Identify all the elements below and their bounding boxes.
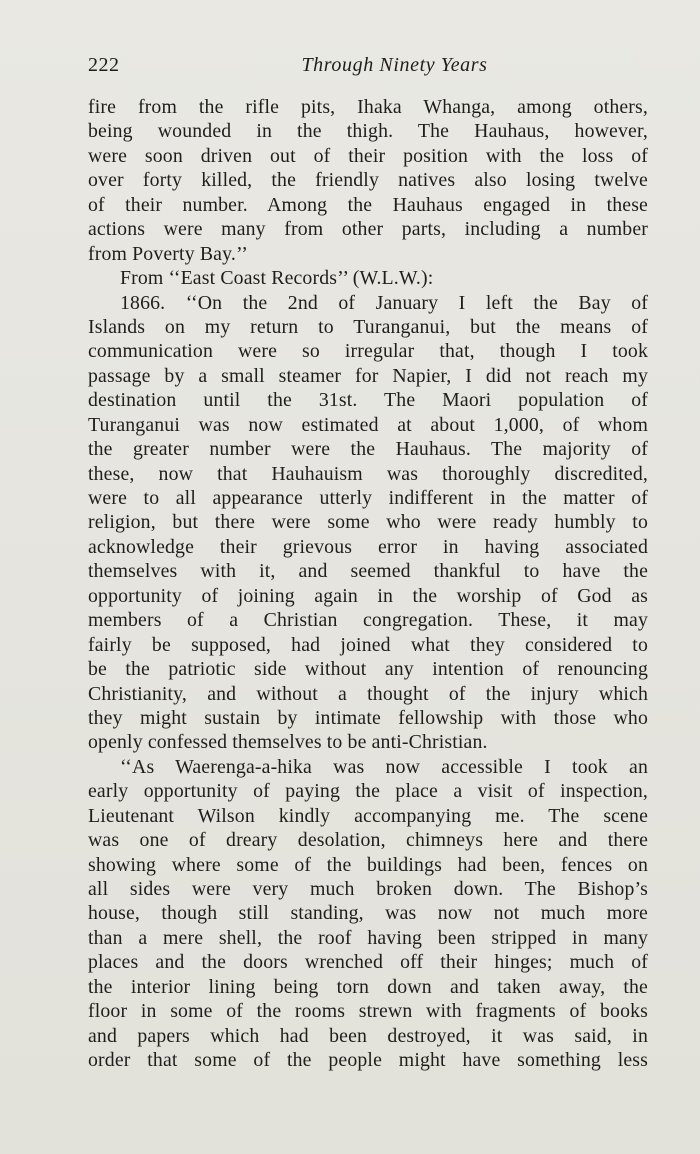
text-line: places and the doors wrenched off their hinges; much of: [88, 951, 648, 974]
text-line: themselves with it, and seemed thankful to have the: [88, 560, 648, 583]
text-line: Islands on my return to Turanganui, but the means of: [88, 315, 648, 338]
text-line: of their number. Among the Hauhaus engaged in these: [88, 193, 648, 216]
text-line: the greater number were the Hauhaus. The majority of: [88, 438, 648, 461]
text-line: 1866. ‘‘On the 2nd of January I left the Bay of: [120, 291, 648, 314]
text-line: and papers which had been destroyed, it was said, in: [88, 1024, 648, 1047]
text-line: From ‘‘East Coast Records’’ (W.L.W.):: [120, 267, 434, 290]
text-line: members of a Christian congregation. These, it may: [88, 609, 648, 632]
text-line: be the patriotic side without any intention of renouncing: [88, 658, 648, 681]
text-line: floor in some of the rooms strewn with fragments of books: [88, 1000, 648, 1023]
body-text: [88, 95, 648, 1073]
page-header: [88, 54, 655, 82]
text-line: they might sustain by intimate fellowship with those who: [88, 706, 648, 729]
running-title: Through Ninety Years: [301, 54, 488, 76]
text-line: passage by a small steamer for Napier, I did not reach my: [88, 364, 648, 387]
text-line: fire from the rifle pits, Ihaka Whanga, among others,: [88, 96, 648, 118]
text-line: showing where some of the buildings had been, fences on: [88, 853, 648, 876]
text-line: opportunity of joining again in the worship of God as: [88, 584, 648, 607]
text-line: fairly be supposed, had joined what they considered to: [88, 633, 648, 656]
text-line: actions were many from other parts, including a number: [88, 218, 648, 241]
text-line: were to all appearance utterly indifferent in the matter of: [88, 487, 648, 509]
text-line: over forty killed, the friendly natives also losing twelve: [88, 169, 648, 192]
text-line: being wounded in the thigh. The Hauhaus, however,: [88, 120, 648, 143]
text-line: acknowledge their grievous error in having associated: [88, 535, 648, 558]
text-line: communication were so irregular that, though I took: [88, 340, 648, 363]
text-line: from Poverty Bay.’’: [88, 242, 248, 265]
page-number: 222: [88, 54, 120, 76]
text-line: early opportunity of paying the place a visit of inspection,: [88, 780, 648, 803]
text-line: ‘‘As Waerenga-a-hika was now accessible I took an: [120, 755, 648, 778]
text-line: religion, but there were some who were ready humbly to: [88, 511, 648, 534]
text-line: the interior lining being torn down and taken away, the: [88, 975, 648, 998]
text-line: Christianity, and without a thought of the injury which: [88, 682, 648, 705]
text-line: was one of dreary desolation, chimneys here and there: [88, 829, 648, 852]
text-line: were soon driven out of their position with the loss of: [88, 144, 648, 167]
text-line: these, now that Hauhauism was thoroughly discredited,: [88, 462, 648, 485]
text-line: order that some of the people might have something less: [88, 1049, 648, 1072]
text-line: Turanganui was now estimated at about 1,000, of whom: [88, 413, 648, 436]
text-line: Lieutenant Wilson kindly accompanying me. The scene: [88, 804, 648, 827]
text-line: all sides were very much broken down. The Bishop’s: [88, 878, 648, 900]
text-line: destination until the 31st. The Maori population of: [88, 389, 648, 412]
text-line: house, though still standing, was now not much more: [88, 902, 648, 925]
text-line: openly confessed themselves to be anti-Christian.: [88, 731, 488, 754]
text-line: than a mere shell, the roof having been stripped in many: [88, 926, 648, 949]
